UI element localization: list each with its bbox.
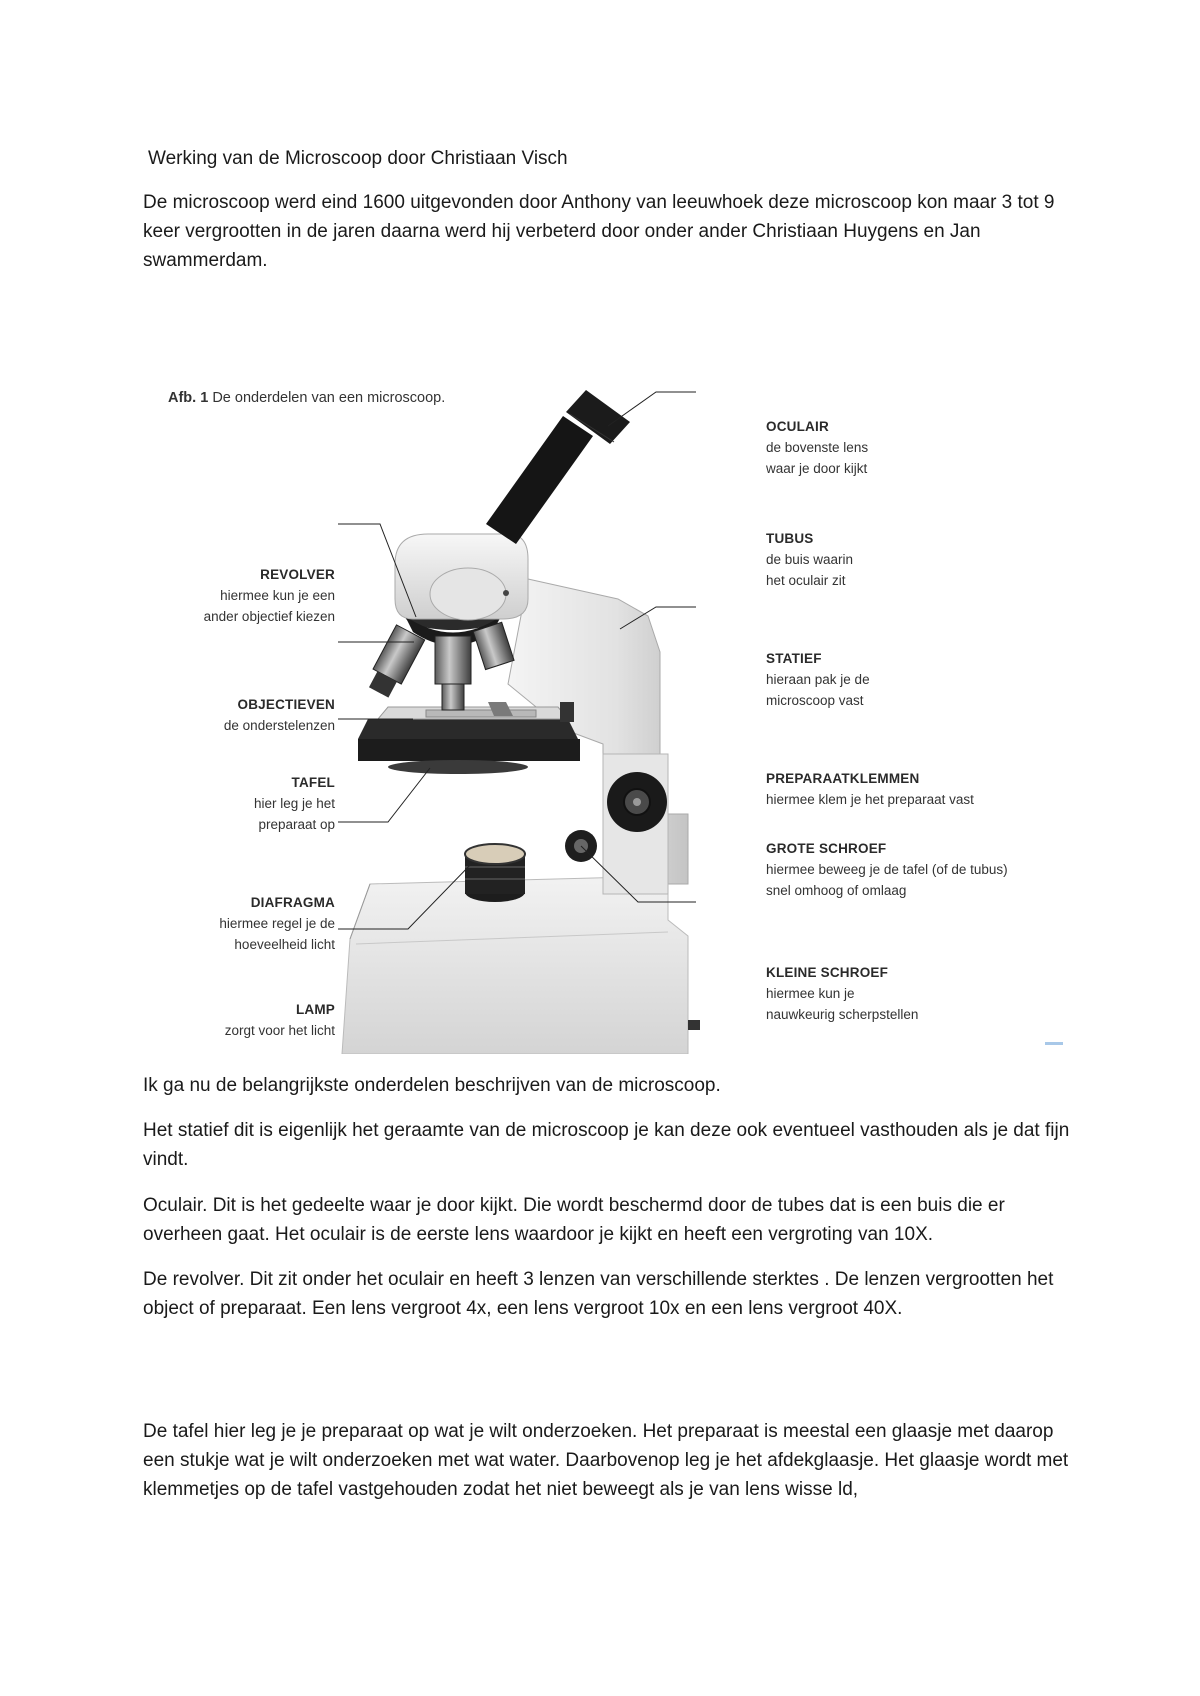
- oculair-paragraph: Oculair. Dit is het gedeelte waar je door kijkt. Die wordt beschermd door de tubes dat is een buis die er overheen gaat. Het oculair is de eerste lens waardoor je kijkt en heeft een vergroting van 10X.: [143, 1195, 1005, 1245]
- figure-corner-mark: [1045, 1042, 1063, 1045]
- tafel-paragraph: De tafel hier leg je je preparaat op wat je wilt onderzoeken. Het preparaat is meestal een glaasje met daarop een stukje wat je wilt onderzoeken met wat water. Daarbovenop leg je het afdekglaasje. Het glaasje wordt met klemmetjes op de tafel vastgehouden zodat het niet beweegt als je van lens wisse ld,: [143, 1421, 1069, 1500]
- label-objectieven: OBJECTIEVEN de onderstelenzen: [223, 697, 335, 733]
- label-statief: STATIEF hieraan pak je de microscoop vast: [766, 651, 870, 708]
- label-lamp: LAMP zorgt voor het licht: [224, 1002, 335, 1038]
- document-title: Werking van de Microscoop door Christiaan Visch: [148, 148, 568, 169]
- lead-paragraph: Ik ga nu de belangrijkste onderdelen beschrijven van de microscoop.: [143, 1075, 721, 1096]
- microscope-figure: [168, 384, 1078, 1054]
- figure-caption: [168, 390, 445, 406]
- label-revolver: REVOLVER hiermee kun je een ander objectief kiezen: [203, 567, 335, 624]
- revolver-paragraph: De revolver. Dit zit onder het oculair en heeft 3 lenzen van verschillende sterktes . De lenzen vergrootten het object of preparaat. Een lens vergroot 4x, een lens vergroot 10x en een lens vergroot 40X.: [143, 1269, 1054, 1319]
- label-kleine-schroef: KLEINE SCHROEF hiermee kun je nauwkeurig scherpstellen: [766, 965, 919, 1022]
- label-tubus: TUBUS de buis waarin het oculair zit: [766, 531, 854, 588]
- figure-caption-text: De onderdelen van een microscoop.: [212, 390, 446, 406]
- intro-paragraph: De microscoop werd eind 1600 uitgevonden door Anthony van leeuwhoek deze microscoop kon maar 3 tot 9 keer vergrootten in de jaren daarna werd hij verbeterd door onder ander Christiaan Huygens en Jan swammerdam.: [143, 192, 1055, 271]
- label-oculair: OCULAIR de bovenste lens waar je door kijkt: [766, 419, 869, 476]
- label-grote-schroef: GROTE SCHROEF hiermee beweeg je de tafel (of de tubus) snel omhoog of omlaag: [766, 841, 1008, 898]
- label-tafel: TAFEL hier leg je het preparaat op: [253, 775, 335, 832]
- figure-caption-number: Afb. 1: [168, 390, 209, 406]
- label-diafragma: DIAFRAGMA hiermee regel je de hoeveelheid licht: [219, 895, 335, 952]
- statief-paragraph: Het statief dit is eigenlijk het geraamte van de microscoop je kan deze ook eventueel vasthouden als je dat fijn vindt.: [143, 1120, 1070, 1170]
- label-preparaatklemmen: PREPARAATKLEMMEN hiermee klem je het preparaat vast: [766, 771, 974, 807]
